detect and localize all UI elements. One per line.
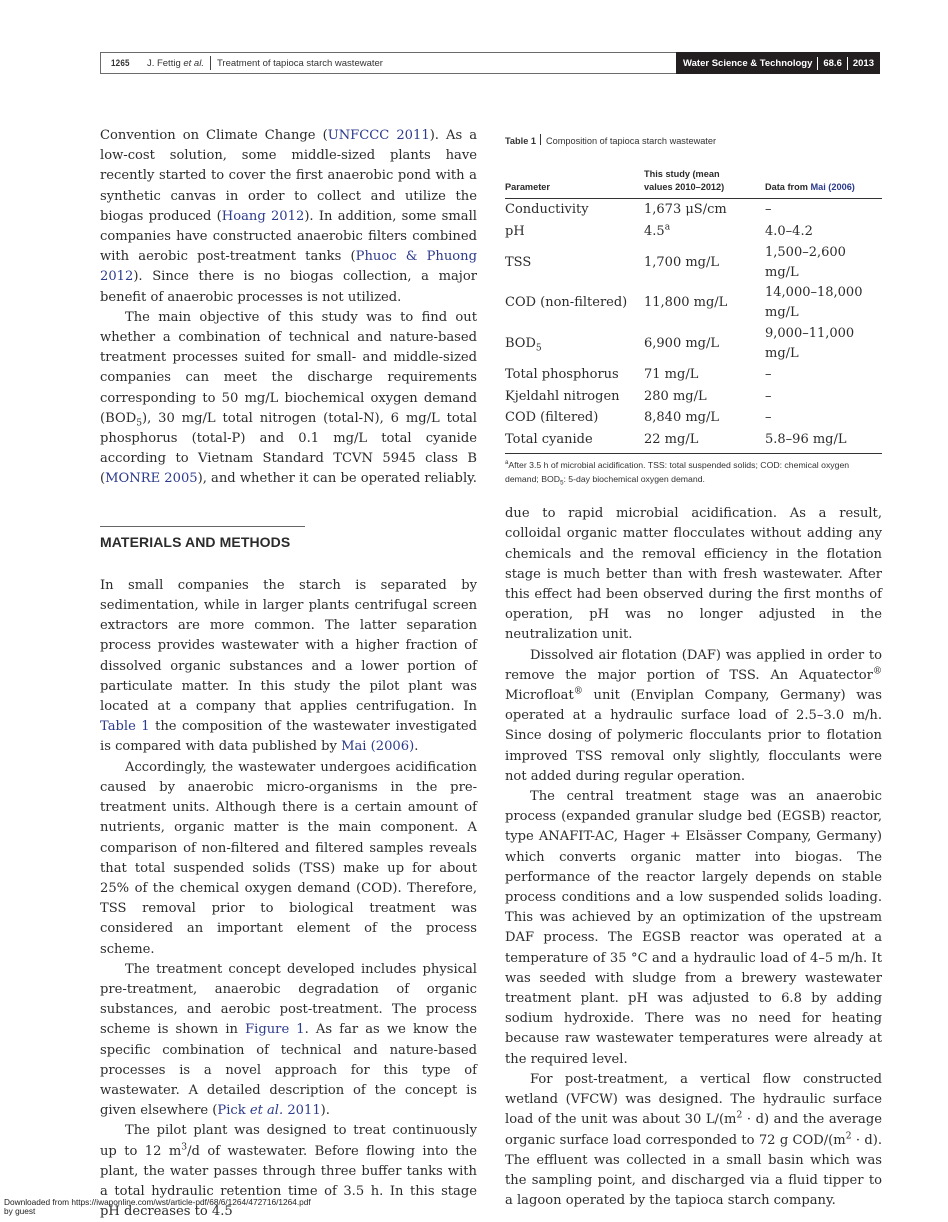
download-user: by guest (4, 1206, 36, 1216)
cell-parameter: Total cyanide (505, 429, 644, 453)
cell-parameter: COD (filtered) (505, 410, 599, 426)
table-link[interactable]: Table 1 (100, 719, 150, 735)
table-row (505, 221, 882, 243)
page-number: 1265 (111, 57, 130, 69)
citation-link[interactable]: Mai (2006) (341, 739, 415, 755)
composition-table (505, 168, 882, 454)
table-footnote: $^a$After 3.5 h of microbial acidification. TSS: total suspended solids; COD: chemical oxygen demand; $BOD_5$: 5-day biochemical oxygen demand. (505, 459, 850, 487)
citation-link[interactable]: UNFCCC 2011 (327, 128, 430, 143)
cell-this-study: 8,840 mg/L (644, 410, 720, 426)
cell-mai: 5.8–96 mg/L (765, 429, 882, 453)
volume-issue: 68.6 (823, 57, 842, 69)
table-title: Composition of tapioca starch wastewater (545, 136, 717, 146)
cell-parameter: COD (non-filtered) (505, 295, 628, 311)
download-source: Downloaded from https://iwaponline.com/wst/article-pdf/68/6/1264/472716/1264.pdf (4, 1197, 311, 1207)
cell-this-study: 71 mg/L (644, 366, 699, 382)
cell-parameter: Conductivity (505, 202, 589, 217)
cell-mai: 14,000–18,000 mg/L (765, 285, 863, 321)
caption-divider (540, 134, 541, 145)
cell-this-study: 1,673 μS/cm (644, 202, 727, 217)
cell-mai: – (765, 202, 772, 217)
running-header (100, 52, 880, 74)
table-caption (505, 131, 882, 151)
header-mai: Data from Mai (2006) (765, 168, 882, 199)
paragraph: Convention on Climate Change (UNFCCC 2011). As a low-cost solution, some middle-sized plants have recently started to cover the first anaerobic pond with a synthetic canvas in order to collect and utilize the biogas produced (Hoang 2012). In addition, some small companies have constructed anaerobic filters combined with aerobic post-treatment tanks (Phuoc & Phuong 2012). Since there is no biogas collection, a major benefit of anaerobic processes is not utilized. (100, 128, 478, 305)
table-header-row (505, 168, 882, 199)
table-row (505, 364, 882, 386)
cell-this-study: 1,700 mg/L (644, 254, 720, 270)
header-parameter: Parameter (505, 168, 644, 199)
cell-mai: – (765, 366, 772, 382)
paragraph: Accordingly, the wastewater undergoes acidification caused by anaerobic micro-organisms in the pre-treatment units. Although there is a certain amount of nutrients, organic matter is the main component. A comparison of non-filtered and filtered samples reveals that total suspended solids (TSS) make up for about 25% of the chemical oxygen demand (COD). Therefore, TSS removal prior to biological treatment was considered an important element of the process scheme. (100, 759, 477, 957)
table-row (505, 386, 882, 408)
journal-name: Water Science & Technology (683, 57, 813, 69)
cell-mai: 1,500–2,600 mg/L (765, 244, 846, 280)
journal-banner (676, 52, 880, 74)
table-row (505, 408, 882, 430)
paragraph: The treatment concept developed includes physical pre-treatment, anaerobic degradation of organic substances, and aerobic post-treatment. The process scheme is shown in Figure 1. As far as we know the specific combination of technical and nature-based processes is a novel approach for this type of wastewater. A detailed description of the concept is given elsewhere (Pick et al. 2011). (100, 961, 477, 1119)
citation-link[interactable]: Phuoc & Phuong 2012 (100, 249, 477, 285)
table-row (505, 429, 882, 453)
cell-mai: 9,000–11,000 mg/L (765, 325, 855, 361)
running-authors: J. Fettig et al. (146, 57, 204, 69)
running-title: Treatment of tapioca starch wastewater (216, 57, 383, 69)
paragraph: The central treatment stage was an anaerobic process (expanded granular sludge bed (EGSB) reactor, type ANAFIT-AC, Hager + Elsässer Company, Germany) which converts organic matter into biogas. The performance of the reactor largely depends on stable process conditions and a low suspended solids loading. This was achieved by an optimization of the upstream DAF process. The EGSB reactor was operated at a temperature of 35 °C and a hydraulic load of 4–5 m/h. It was seeded with sludge from a brewery wastewater treatment plant. pH was adjusted to 6.8 by adding sodium hydroxide. There was no need for heating because raw wastewater temperatures were already at the required level. (505, 789, 882, 1067)
header-this-study: This study (mean values 2010–2012) (644, 168, 765, 199)
cell-parameter: $BOD_5$ (505, 335, 542, 354)
cell-parameter: TSS (505, 254, 532, 270)
paragraph: In small companies the starch is separated by sedimentation, while in larger plants centrifugal screen extractors are more common. The latter separation process provides wastewater with a higher fraction of dissolved organic substances and a lower portion of particulate matter. In this study the pilot plant was located at a company that applies centrifugation. In Table 1 the composition of the wastewater investigated is compared with data published by Mai (2006). (100, 577, 477, 755)
citation-link[interactable]: Pick et al. 2011 (217, 1103, 321, 1119)
cell-this-study: 6,900 mg/L (644, 335, 720, 351)
cell-this-study: 11,800 mg/L (644, 295, 728, 311)
download-footer (4, 1198, 311, 1216)
cell-mai: 4.0–4.2 (765, 223, 813, 239)
cell-this-study: 280 mg/L (644, 388, 707, 404)
cell-parameter: pH (505, 223, 525, 239)
paragraph: Dissolved air flotation (DAF) was applied in order to remove the major portion of TSS. An Aquatector® Microfloat® unit (Enviplan Company, Germany) was operated at a hydraulic surface load of 2.5–3.0 m/h. Since dosing of polymeric flocculants prior to flotation improved TSS removal only slightly, flocculants were not added during regular operation. (505, 647, 882, 784)
journal-divider (847, 57, 848, 70)
figure-link[interactable]: Figure 1 (245, 1022, 305, 1038)
citation-link[interactable]: Hoang 2012 (221, 208, 305, 224)
header-divider (210, 56, 211, 70)
cell-parameter: Total phosphorus (505, 366, 619, 382)
section-heading: MATERIALS AND METHODS (100, 533, 291, 550)
citation-link[interactable]: Mai (2006) (810, 182, 855, 193)
paragraph: due to rapid microbial acidification. As a result, colloidal organic matter flocculates without adding any chemicals and the removal efficiency in the flotation stage is much better than with fresh wastewater. After this effect had been observed during the first months of operation, pH was no longer adjusted in the neutralization unit. (505, 506, 882, 643)
paragraph: For post-treatment, a vertical flow constructed wetland (VFCW) was designed. The hydraulic surface load of the unit was about 30 $L/(m^2 \cdot d)$ and the average organic surface load corresponded to 72 g COD/$(m^2 \cdot d)$. The effluent was collected in a small basin which was the sampling point, and discharged via a fluid tipper to a lagoon operated by the tapioca starch company. (505, 1071, 882, 1209)
table-row (505, 324, 882, 364)
journal-divider (817, 57, 818, 70)
right-column (505, 126, 882, 1211)
paragraph: The pilot plant was designed to treat continuously up to 12 $m^3/d$ of wastewater. Before flowing into the plant, the water passes through three buffer tanks with a total hydraulic retention time of 3.5 h. In this stage pH decreases to 4.5 (100, 1123, 477, 1220)
table-row (505, 199, 882, 221)
cell-this-study: 22 mg/L (644, 429, 765, 453)
citation-link[interactable]: MONRE 2005 (105, 471, 198, 487)
cell-this-study: 4.5$^a$ (644, 222, 671, 239)
cell-mai: – (765, 410, 772, 426)
cell-parameter: Kjeldahl nitrogen (505, 388, 620, 404)
section-rule (100, 526, 305, 527)
journal-year: 2013 (852, 57, 874, 69)
table-label: Table 1 (505, 136, 536, 146)
table-row (505, 283, 882, 323)
cell-mai: – (765, 388, 772, 404)
left-column (100, 126, 477, 1222)
table-row (505, 243, 882, 283)
paragraph: The main objective of this study was to find out whether a combination of technical and nature-based treatment processes suited for small- and middle-sized companies can meet the discharge requirements corresponding to 50 mg/L biochemical oxygen demand $(BOD_5)$, 30 mg/L total nitrogen (total-N), 6 mg/L total phosphorus (total-P) and 0.1 mg/L total cyanide according to Vietnam Standard TCVN 5945 class B (MONRE 2005), and whether it can be operated reliably. (100, 309, 477, 487)
